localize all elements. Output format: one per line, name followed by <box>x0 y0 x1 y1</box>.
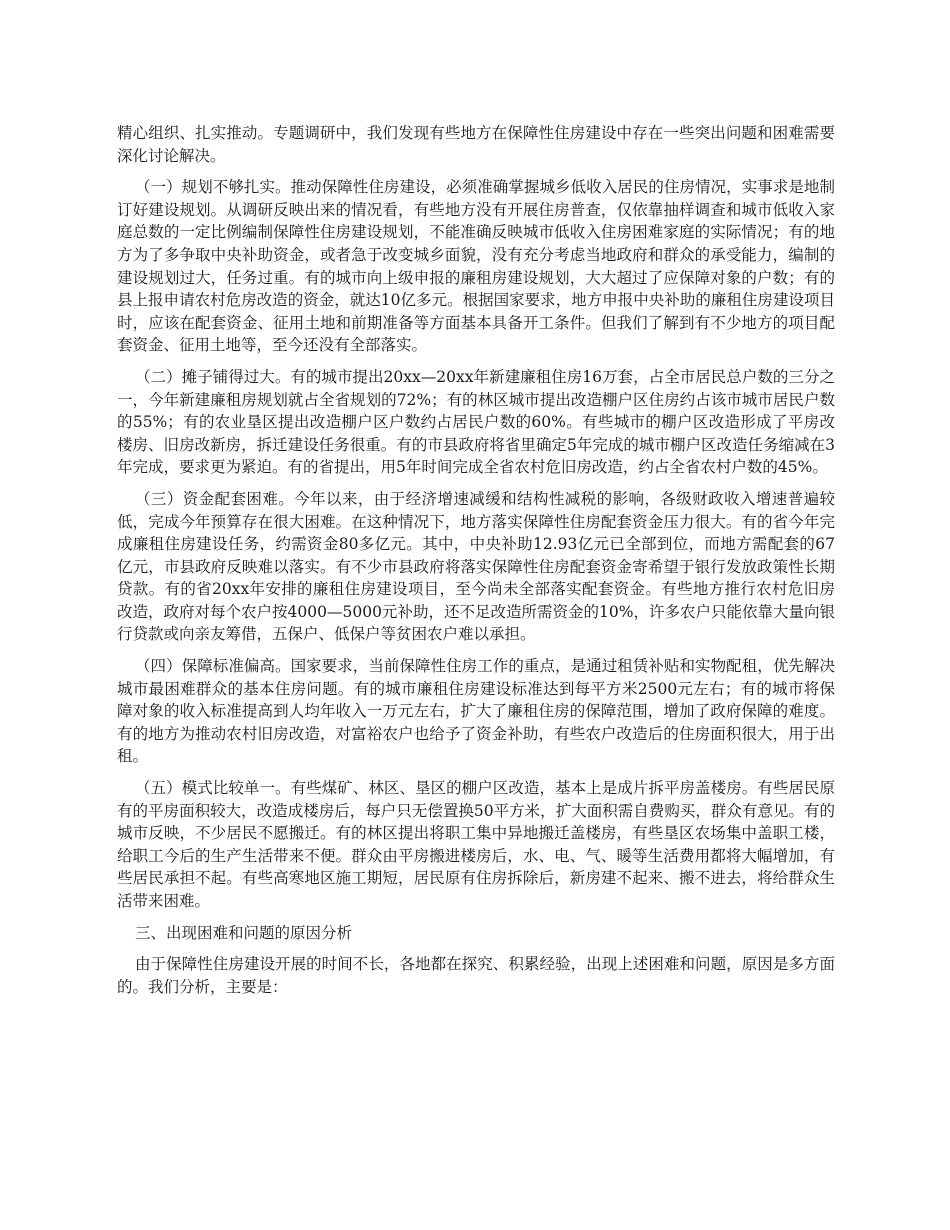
section-intro-paragraph: 由于保障性住房建设开展的时间不长，各地都在探究、积累经验，出现上述困难和问题，原因是多方面的。我们分析，主要是： <box>117 955 835 996</box>
item-5-paragraph: （五）模式比较单一。有些煤矿、林区、垦区的棚户区改造，基本上是成片拆平房盖楼房。有些居民原有的平房面积较大，改造成楼房后，每户只无偿置换50平方米，扩大面积需自费购买，群众有意见。有的城市反映，不少居民不愿搬迁。有的林区提出将职工集中异地搬迁盖楼房，有些垦区农场集中盖职工楼，给职工今后的生产生活带来不便。群众由平房搬进楼房后，水、电、气、暖等生活费用都将大幅增加，有些居民承担不起。有些高寒地区施工期短，居民原有住房拆除后，新房建不起来、搬不进去，将给群众生活带来困难。 <box>117 779 835 910</box>
section-heading: 三、出现困难和问题的原因分析 <box>135 923 353 942</box>
item-3-paragraph: （三）资金配套困难。今年以来，由于经济增速减缓和结构性减税的影响，各级财政收入增速普遍较低，完成今年预算存在很大困难。在这种情况下，地方落实保障性住房配套资金压力很大。有的省今年完成廉租住房建设任务，约需资金80多亿元。其中，中央补助12.93亿元已全部到位，而地方需配套的67亿元，市县政府反映难以落实。有不少市县政府将落实保障性住房配套资金寄希望于银行发放政策性长期贷款。有的省20xx年安排的廉租住房建设项目，至今尚未全部落实配套资金。有些地方推行农村危旧房改造，政府对每个农户按4000—5000元补助，还不足改造所需资金的10%，许多农户只能依靠大量向银行贷款或向亲友筹借，五保户、低保户等贫困农户难以承担。 <box>117 489 835 644</box>
item-1-paragraph: （一）规划不够扎实。推动保障性住房建设，必须准确掌握城乡低收入居民的住房情况，实事求是地制订好建设规划。从调研反映出来的情况看，有些地方没有开展住房普查，仅依靠抽样调查和城市低收入家庭总数的一定比例编制保障性住房建设规划，不能准确反映城市低收入住房困难家庭的实际情况；有的地方为了多争取中央补助资金，或者急于改变城乡面貌，没有充分考虑当地政府和群众的承受能力，编制的建设规划过大，任务过重。有的城市向上级申报的廉租房建设规划，大大超过了应保障对象的户数；有的县上报申请农村危房改造的资金，就达10亿多元。根据国家要求，地方申报中央补助的廉租住房建设项目时，应该在配套资金、征用土地和前期准备等方面基本具备开工条件。但我们了解到有不少地方的项目配套资金、征用土地等，至今还没有全部落实。 <box>117 178 835 355</box>
document-body <box>117 122 835 1007</box>
intro-paragraph: 精心组织、扎实推动。专题调研中，我们发现有些地方在保障性住房建设中存在一些突出问题和困难需要深化讨论解决。 <box>117 124 835 165</box>
item-2-paragraph: （二）摊子铺得过大。有的城市提出20xx—20xx年新建廉租住房16万套，占全市居民总户数的三分之一，今年新建廉租房规划就占全省规划的72%；有的林区城市提出改造棚户区住房约占该市城市居民户数的55%；有的农业垦区提出改造棚户区户数约占居民户数的60%。有些城市的棚户区改造形成了平房改楼房、旧房改新房，拆迁建设任务很重。有的市县政府将省里确定5年完成的城市棚户区改造任务缩减在3年完成，要求更为紧迫。有的省提出，用5年时间完成全省农村危旧房改造，约占全省农村户数的45%。 <box>117 367 835 477</box>
item-4-paragraph: （四）保障标准偏高。国家要求，当前保障性住房工作的重点，是通过租赁补贴和实物配租，优先解决城市最困难群众的基本住房问题。有的城市廉租住房建设标准达到每平方米2500元左右；有的城市将保障对象的收入标准提高到人均年收入一万元左右，扩大了廉租住房的保障范围，增加了政府保障的难度。有的地方为推动农村旧房改造，对富裕农户也给予了资金补助，有些农户改造后的住房面积很大，用于出租。 <box>117 657 835 766</box>
